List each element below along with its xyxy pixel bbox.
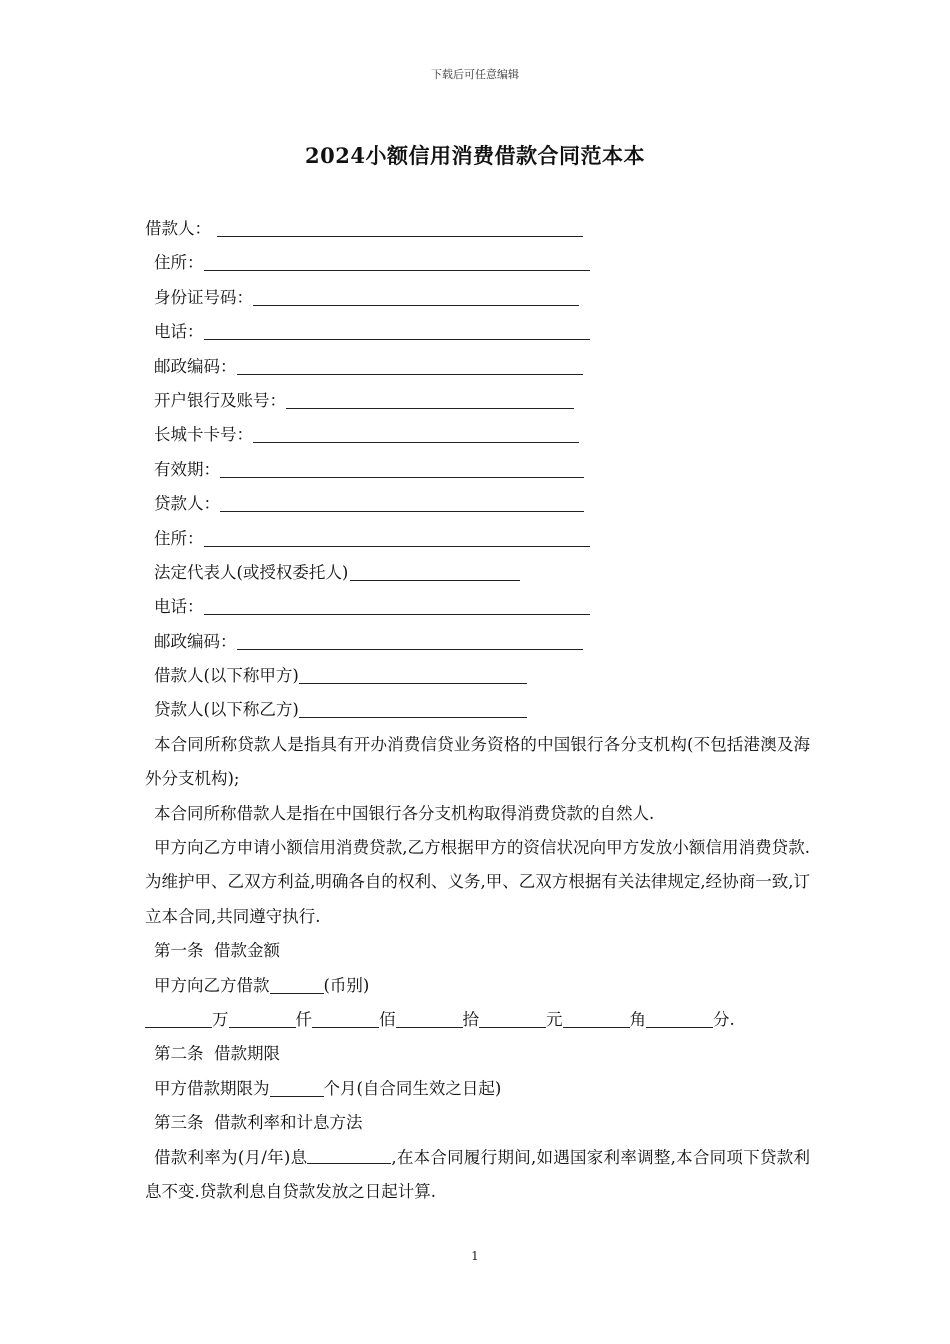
fill-line[interactable] xyxy=(299,661,527,684)
field-label: 贷款人： xyxy=(154,494,220,514)
paragraph-purpose: 甲方向乙方申请小额信用消费贷款,乙方根据甲方的资信状况向甲方发放小额信用消费贷款.为维护甲、乙双方利益,明确各自的权利、义务,甲、乙双方根据有关法律规定,经协商一致,订立本合同,共同遵守执行. xyxy=(145,838,810,926)
unit-label: 分. xyxy=(713,1010,735,1030)
field-lender xyxy=(145,487,810,521)
amount-blank[interactable] xyxy=(646,1007,713,1028)
field-party-b xyxy=(145,693,810,727)
article-text: 甲方向乙方借款 xyxy=(154,975,270,995)
field-card-number xyxy=(145,418,810,452)
header-note: 下载后可任意编辑 xyxy=(431,68,519,81)
field-label: 借款人： xyxy=(145,219,211,238)
article-2-title xyxy=(145,1037,810,1071)
field-label: 法定代表人(或授权委托人) xyxy=(154,562,349,582)
unit-label: 元 xyxy=(546,1010,563,1030)
field-label: 贷款人(以下称乙方) xyxy=(154,700,299,720)
amount-blank[interactable] xyxy=(229,1007,296,1028)
field-label: 电话： xyxy=(154,322,204,342)
article-1-title xyxy=(145,934,810,968)
interest-rate-blank[interactable] xyxy=(307,1141,391,1164)
article-text: 借款利率为(月/年)息 xyxy=(154,1147,308,1167)
field-postcode xyxy=(145,350,810,384)
field-label: 有效期： xyxy=(154,459,220,479)
fill-line[interactable] xyxy=(204,524,590,547)
field-phone xyxy=(145,315,810,349)
field-lender-phone xyxy=(145,590,810,624)
term-months-blank[interactable] xyxy=(270,1076,324,1097)
fill-line[interactable] xyxy=(286,386,574,409)
article-heading: 第二条 借款期限 xyxy=(154,1044,280,1064)
fill-line[interactable] xyxy=(237,352,583,375)
fill-line[interactable] xyxy=(204,592,590,615)
article-text: 甲方借款期限为 xyxy=(154,1078,270,1098)
currency-amount-blank[interactable] xyxy=(270,973,324,994)
fill-line[interactable] xyxy=(204,248,590,271)
paragraph-lender-definition: 本合同所称贷款人是指具有开办消费信贷业务资格的中国银行各分支机构(不包括港澳及海外分支机构); xyxy=(145,734,810,789)
fill-line[interactable] xyxy=(237,627,583,650)
article-heading: 第一条 借款金额 xyxy=(154,941,280,961)
field-id-number xyxy=(145,281,810,315)
unit-label: 佰 xyxy=(379,1010,396,1030)
field-validity xyxy=(145,453,810,487)
fill-line[interactable] xyxy=(220,455,584,478)
fill-line[interactable] xyxy=(220,489,584,512)
fill-line[interactable] xyxy=(350,558,520,581)
fill-line[interactable] xyxy=(253,283,579,306)
article-3-title xyxy=(145,1106,810,1140)
article-text: (币别) xyxy=(323,975,370,995)
amount-blank[interactable] xyxy=(312,1007,379,1028)
fill-line[interactable] xyxy=(204,317,590,340)
article-2-line xyxy=(145,1072,810,1106)
fill-line[interactable] xyxy=(253,420,579,443)
field-label: 借款人(以下称甲方) xyxy=(154,666,299,686)
article-text: ,在本合同履行期间,如遇国家利率调整,本合同项下贷款利息不变.贷款利息自贷款发放之日起计算. xyxy=(145,1147,810,1202)
field-label: 电话： xyxy=(154,597,204,617)
field-address xyxy=(145,246,810,280)
field-label: 邮政编码： xyxy=(154,356,237,376)
paragraph-borrower-definition: 本合同所称借款人是指在中国银行各分支机构取得消费贷款的自然人. xyxy=(154,803,655,823)
contract-body xyxy=(145,212,810,1209)
fill-line[interactable] xyxy=(217,214,583,237)
field-legal-rep xyxy=(145,556,810,590)
amount-blank[interactable] xyxy=(396,1007,463,1028)
field-label: 住所： xyxy=(154,253,204,273)
page-number: 1 xyxy=(471,1249,479,1263)
article-text: 个月(自合同生效之日起) xyxy=(323,1078,502,1098)
field-label: 长城卡卡号： xyxy=(154,425,253,445)
field-label: 住所： xyxy=(154,528,204,548)
article-heading: 第三条 借款利率和计息方法 xyxy=(154,1113,363,1133)
unit-label: 角 xyxy=(629,1010,646,1030)
field-label: 邮政编码： xyxy=(154,631,237,651)
amount-blank[interactable] xyxy=(145,1007,212,1028)
field-lender-address xyxy=(145,522,810,556)
unit-label: 万 xyxy=(212,1010,229,1030)
field-lender-postcode xyxy=(145,625,810,659)
field-bank-account xyxy=(145,384,810,418)
fill-line[interactable] xyxy=(299,695,527,718)
amount-breakdown xyxy=(145,1003,810,1037)
field-party-a xyxy=(145,659,810,693)
unit-label: 仟 xyxy=(295,1010,312,1030)
article-3-text xyxy=(145,1141,810,1210)
field-label: 身份证号码： xyxy=(154,287,253,307)
document-title: 2024小额信用消费借款合同范本本 xyxy=(305,143,645,168)
unit-label: 拾 xyxy=(462,1010,479,1030)
amount-blank[interactable] xyxy=(479,1007,546,1028)
article-1-line xyxy=(145,969,810,1003)
field-borrower xyxy=(145,212,810,246)
amount-blank[interactable] xyxy=(563,1007,630,1028)
field-label: 开户银行及账号： xyxy=(154,390,286,410)
